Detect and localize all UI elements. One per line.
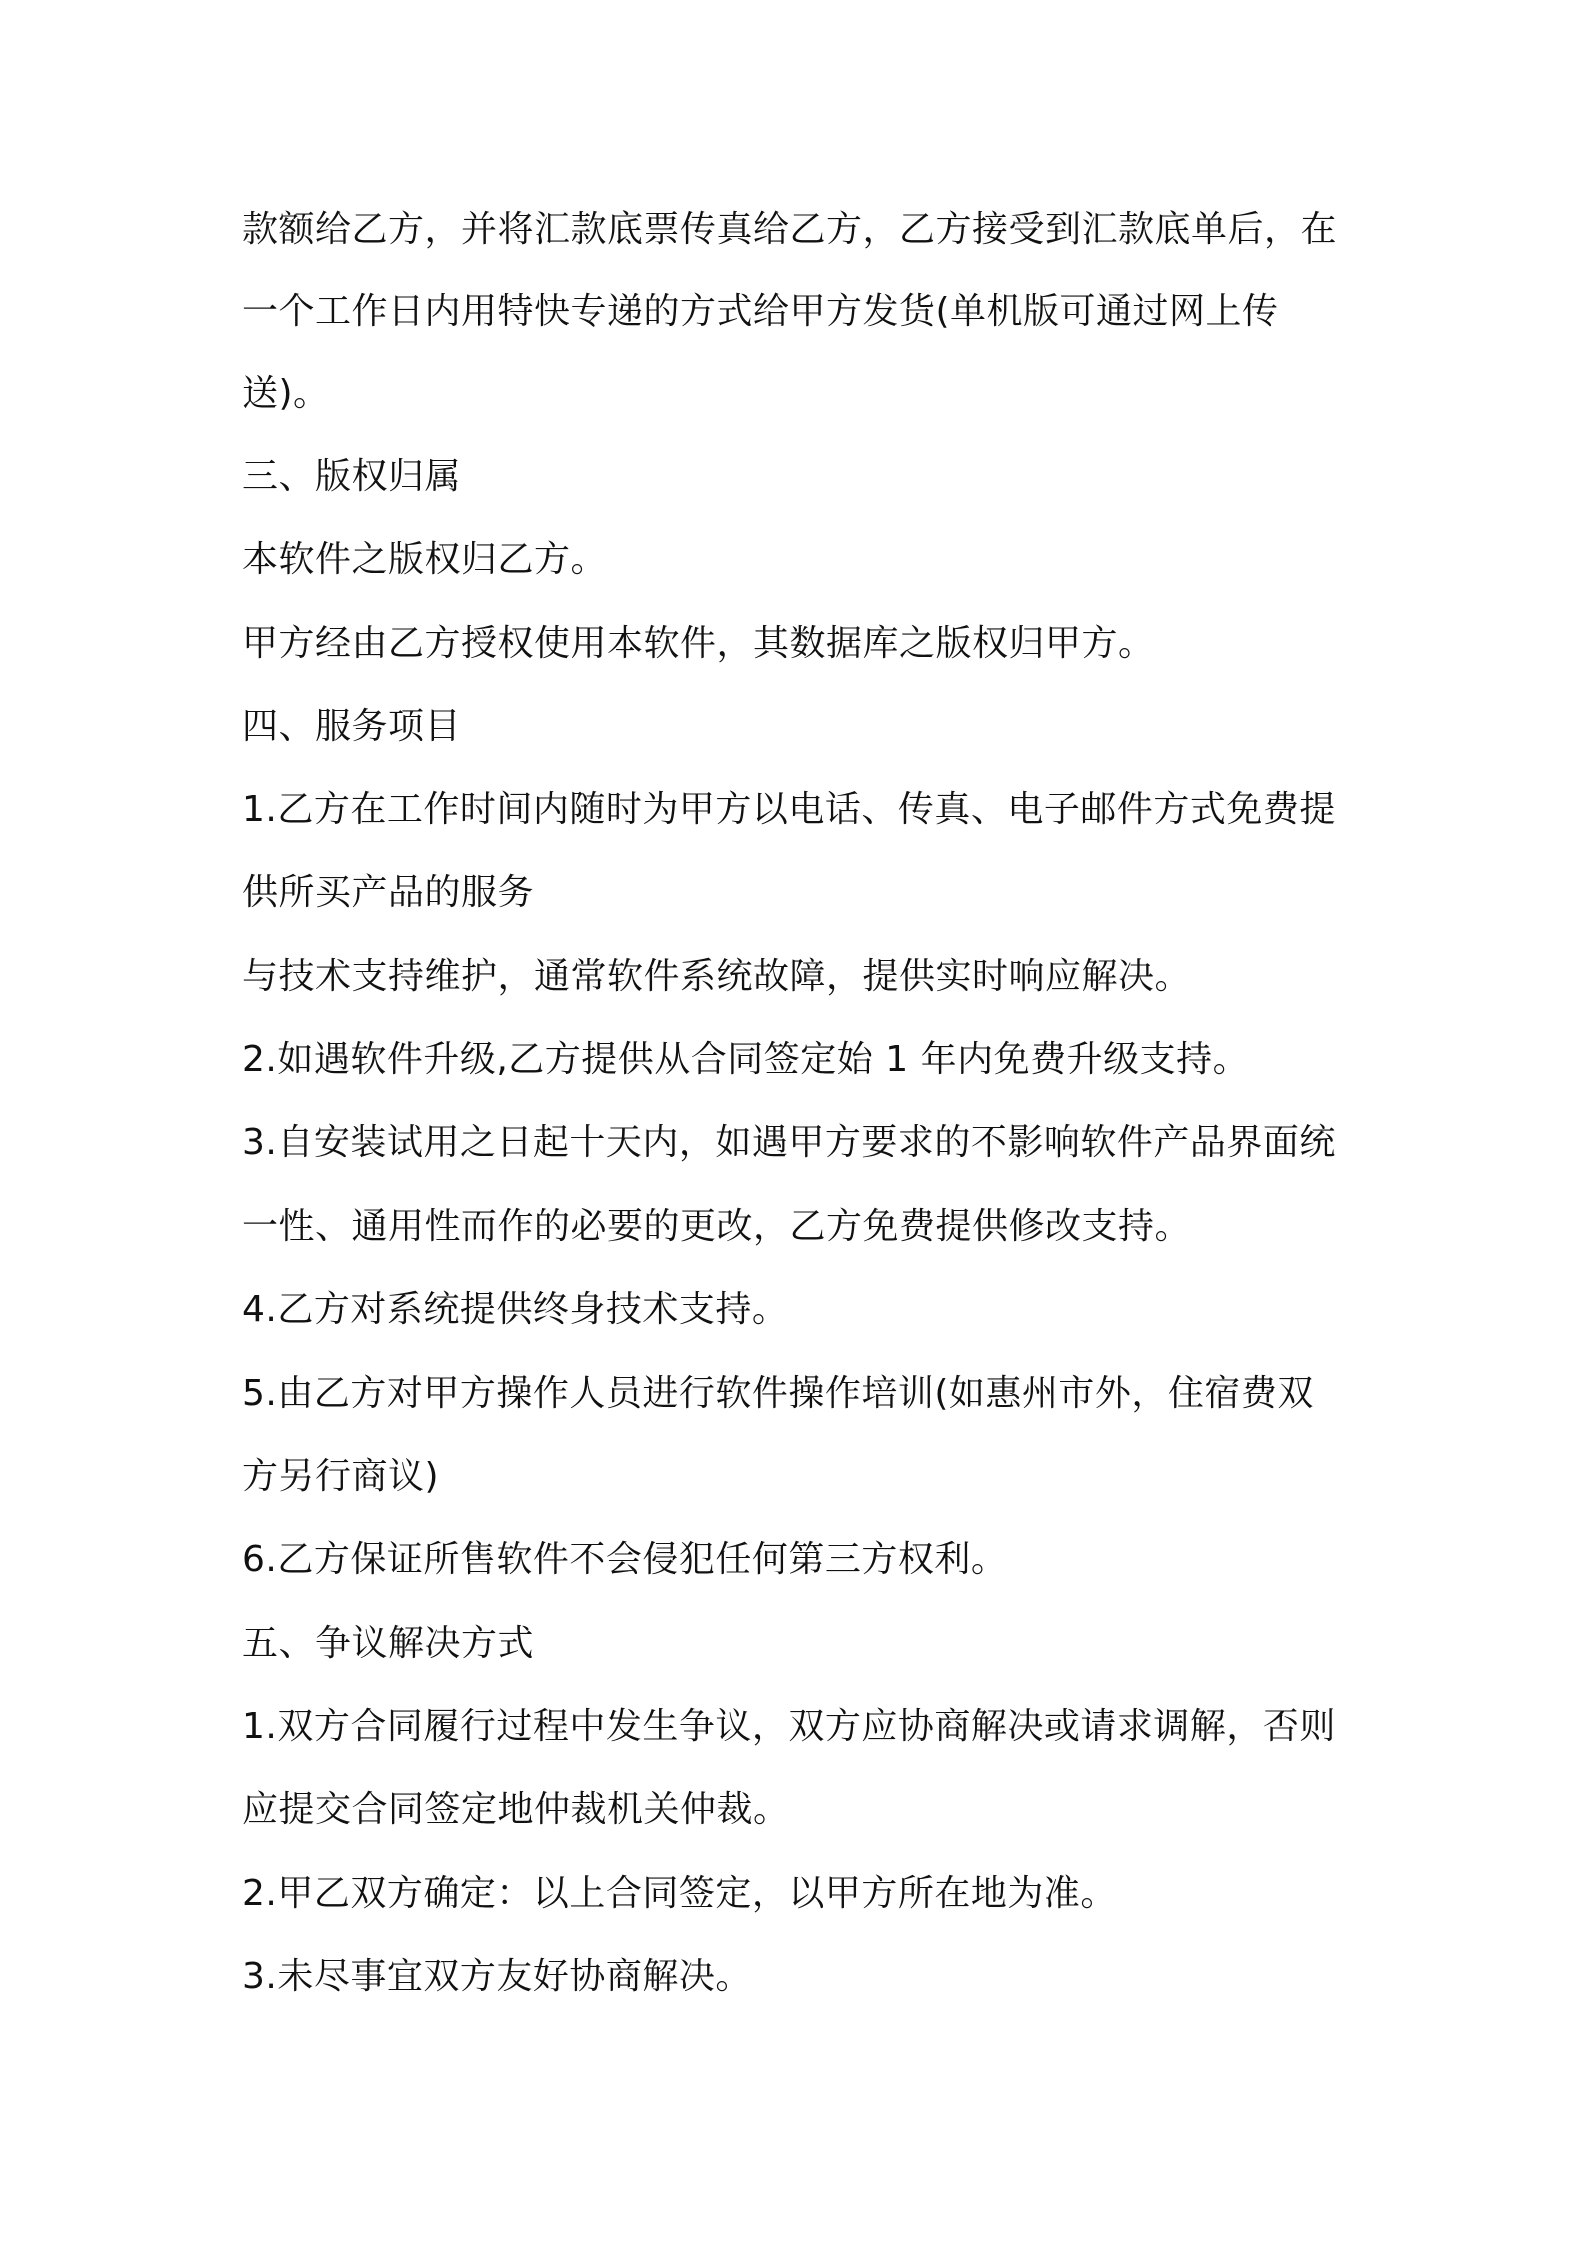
section-heading: 五、争议解决方式 <box>242 1623 535 1664</box>
text-line: 供所买产品的服务 <box>242 872 535 913</box>
text-line: 应提交合同签定地仲裁机关仲裁。 <box>242 1789 790 1830</box>
text-line: 本软件之版权归乙方。 <box>242 539 608 580</box>
text-line: 5.由乙方对甲方操作人员进行软件操作培训(如惠州市外，住宿费双 <box>242 1373 1314 1414</box>
text-line: 3.未尽事宜双方友好协商解决。 <box>242 1956 752 1997</box>
section-heading: 四、服务项目 <box>242 706 462 747</box>
text-line: 1.乙方在工作时间内随时为甲方以电话、传真、电子邮件方式免费提 <box>242 789 1336 830</box>
text-line: 甲方经由乙方授权使用本软件，其数据库之版权归甲方。 <box>242 623 1155 664</box>
text-line: 2.甲乙双方确定：以上合同签定，以甲方所在地为准。 <box>242 1873 1117 1914</box>
text-line: 4.乙方对系统提供终身技术支持。 <box>242 1289 789 1330</box>
section-heading: 三、版权归属 <box>242 456 462 497</box>
text-line: 一个工作日内用特快专递的方式给甲方发货(单机版可通过网上传 <box>242 291 1279 332</box>
text-line: 与技术支持维护，通常软件系统故障，提供实时响应解决。 <box>242 956 1192 997</box>
text-line: 2.如遇软件升级,乙方提供从合同签定始 1 年内免费升级支持。 <box>242 1039 1250 1080</box>
text-line: 方另行商议) <box>242 1456 440 1497</box>
text-line: 3.自安装试用之日起十天内，如遇甲方要求的不影响软件产品界面统 <box>242 1122 1336 1163</box>
text-line: 6.乙方保证所售软件不会侵犯任何第三方权利。 <box>242 1539 1008 1580</box>
text-line: 送)。 <box>242 373 330 414</box>
text-line: 款额给乙方，并将汇款底票传真给乙方，乙方接受到汇款底单后，在 <box>242 209 1338 250</box>
text-line: 一性、通用性而作的必要的更改，乙方免费提供修改支持。 <box>242 1206 1192 1247</box>
text-line: 1.双方合同履行过程中发生争议，双方应协商解决或请求调解，否则 <box>242 1706 1336 1747</box>
